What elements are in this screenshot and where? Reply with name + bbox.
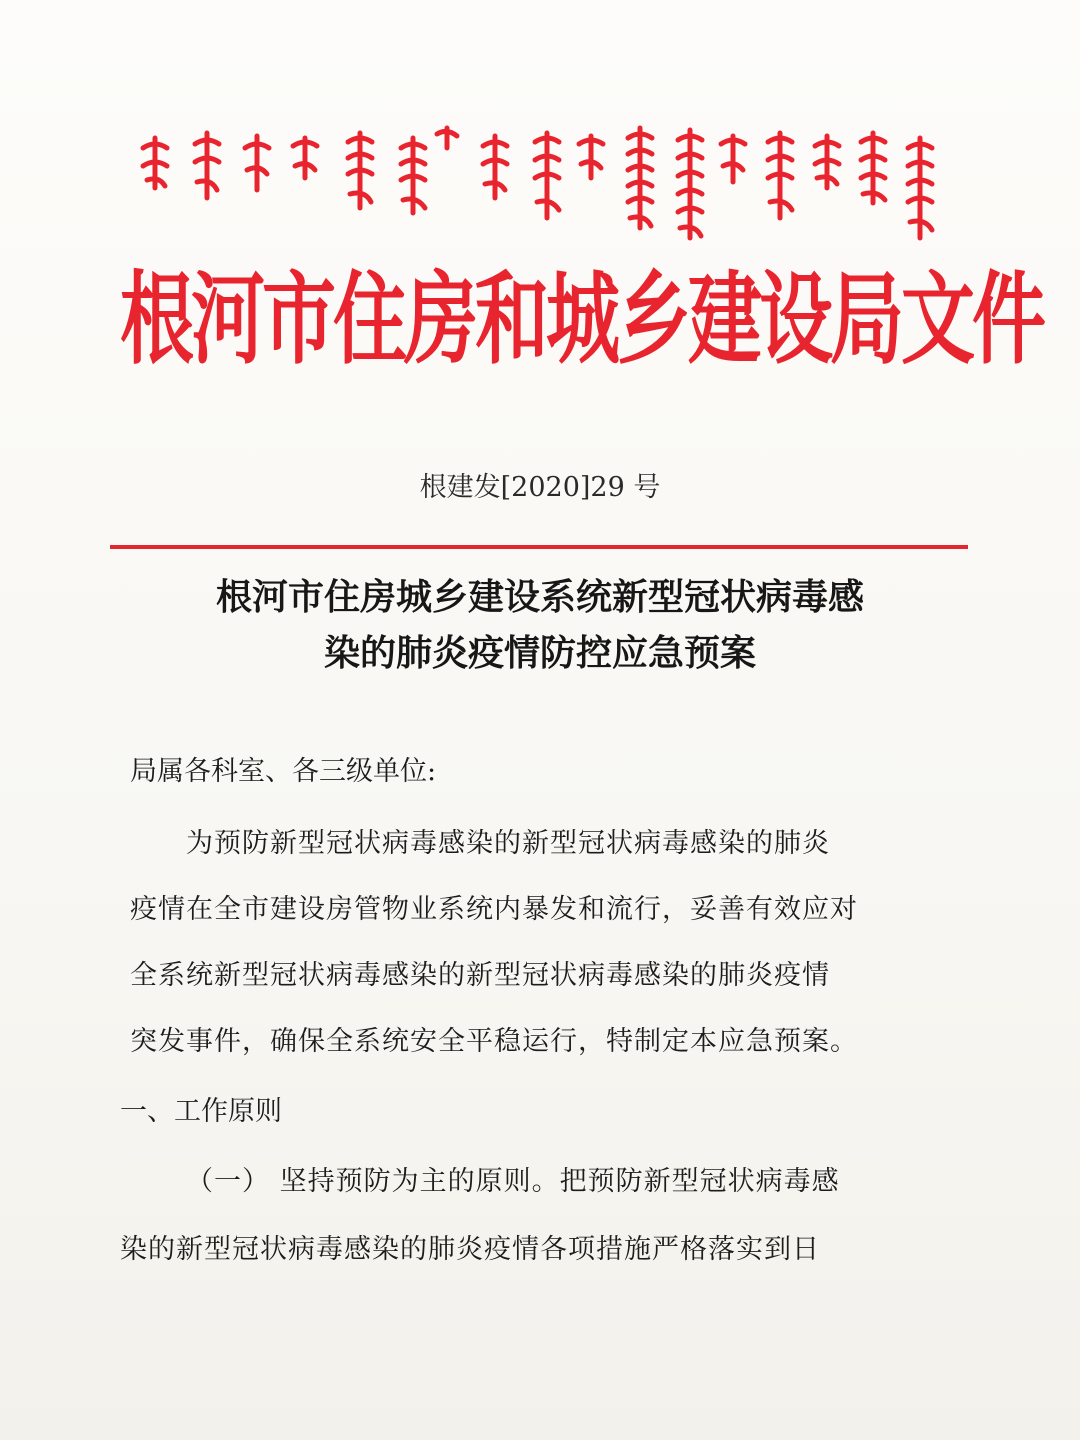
document-number: 根建发[2020]29 号 — [419, 472, 661, 503]
intro-line-2: 疫情在全市建设房管物业系统内暴发和流行，妥善有效应对 — [130, 894, 858, 925]
intro-line-4: 突发事件，确保全系统安全平稳运行，特制定本应急预案。 — [130, 1026, 858, 1057]
intro-line-3: 全系统新型冠状病毒感染的新型冠状病毒感染的肺炎疫情 — [130, 960, 830, 991]
section-heading-principles: 一、工作原则 — [120, 1096, 282, 1127]
document-title-line-2: 染的肺炎疫情防控应急预案 — [323, 633, 756, 674]
principle-line-1: （一） 坚持预防为主的原则。把预防新型冠状病毒感 — [186, 1166, 840, 1197]
intro-line-1: 为预防新型冠状病毒感染的新型冠状病毒感染的肺炎 — [186, 828, 830, 859]
principle-line-2: 染的新型冠状病毒感染的肺炎疫情各项措施严格落实到日 — [120, 1234, 820, 1265]
red-divider — [110, 545, 968, 549]
document-title — [110, 570, 970, 682]
issuer-heading: 根河市住房和城乡建设局文件 — [120, 261, 1043, 379]
document-title-line-1: 根河市住房城乡建设系统新型冠状病毒感 — [215, 577, 864, 618]
salutation: 局属各科室、各三级单位: — [130, 756, 437, 787]
